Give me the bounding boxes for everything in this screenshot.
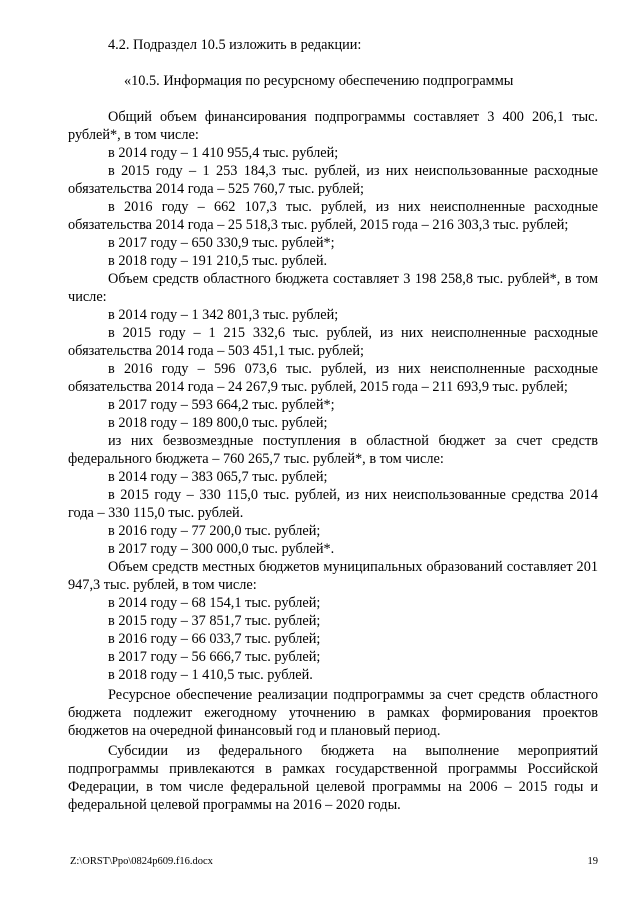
paragraph-local-2018: в 2018 году – 1 410,5 тыс. рублей. <box>108 667 313 683</box>
paragraph-federal-2015: в 2015 году – 330 115,0 тыс. рублей, из них неиспользованные средства 2014 года – 330 115,0 тыс. рублей. <box>68 487 598 521</box>
paragraph-regional-2015: в 2015 году – 1 215 332,6 тыс. рублей, из них неисполненные расходные обязательства 2014 года – 503 451,1 тыс. рублей; <box>68 325 598 359</box>
paragraph-total-funding: Общий объем финансирования подпрограммы составляет 3 400 206,1 тыс. рублей*, в том числе: <box>68 109 598 143</box>
amendment-heading: 4.2. Подраздел 10.5 изложить в редакции: <box>108 37 362 53</box>
footer-file-path: Z:\ORST\Ppo\0824p609.f16.docx <box>70 856 213 867</box>
paragraph-local-budgets: Объем средств местных бюджетов муниципальных образований составляет 201 947,3 тыс. рублей, в том числе: <box>68 559 598 593</box>
footer-page-number: 19 <box>587 856 598 867</box>
paragraph-regional-budget: Объем средств областного бюджета составляет 3 198 258,8 тыс. рублей*, в том числе: <box>68 271 598 305</box>
paragraph-total-2018: в 2018 году – 191 210,5 тыс. рублей. <box>108 253 328 269</box>
paragraph-total-2014: в 2014 году – 1 410 955,4 тыс. рублей; <box>108 145 339 161</box>
paragraph-federal-2016: в 2016 году – 77 200,0 тыс. рублей; <box>108 523 321 539</box>
paragraph-federal-transfers: из них безвозмездные поступления в областной бюджет за счет средств федерального бюджета – 760 265,7 тыс. рублей*, в том числе: <box>68 433 598 467</box>
paragraph-regional-2018: в 2018 году – 189 800,0 тыс. рублей; <box>108 415 328 431</box>
paragraph-local-2015: в 2015 году – 37 851,7 тыс. рублей; <box>108 613 321 629</box>
paragraph-total-2017: в 2017 году – 650 330,9 тыс. рублей*; <box>108 235 335 251</box>
paragraph-local-2014: в 2014 году – 68 154,1 тыс. рублей; <box>108 595 321 611</box>
paragraph-local-2017: в 2017 году – 56 666,7 тыс. рублей; <box>108 649 321 665</box>
paragraph-federal-2017: в 2017 году – 300 000,0 тыс. рублей*. <box>108 541 335 557</box>
paragraph-regional-2016: в 2016 году – 596 073,6 тыс. рублей, из них неисполненные расходные обязательства 2014 года – 24 267,9 тыс. рублей, 2015 года – 211 693,9 тыс. рублей; <box>68 361 598 395</box>
paragraph-total-2015: в 2015 году – 1 253 184,3 тыс. рублей, из них неиспользованные расходные обязательства 2014 года – 525 760,7 тыс. рублей; <box>68 163 598 197</box>
paragraph-federal-2014: в 2014 году – 383 065,7 тыс. рублей; <box>108 469 328 485</box>
document-body <box>68 108 598 814</box>
paragraph-local-2016: в 2016 году – 66 033,7 тыс. рублей; <box>108 631 321 647</box>
paragraph-regional-2014: в 2014 году – 1 342 801,3 тыс. рублей; <box>108 307 339 323</box>
paragraph-regional-2017: в 2017 году – 593 664,2 тыс. рублей*; <box>108 397 335 413</box>
paragraph-federal-subsidies: Субсидии из федерального бюджета на выполнение мероприятий подпрограммы привлекаются в рамках государственной программы Российской Федерации, в том числе федеральной целевой программы на 2006 – 2015 годы и федеральной целевой программы на 2016 – 2020 годы. <box>68 743 598 813</box>
paragraph-total-2016: в 2016 году – 662 107,3 тыс. рублей, из них неисполненные расходные обязательства 2014 года – 25 518,3 тыс. рублей, 2015 года – 216 303,3 тыс. рублей; <box>68 199 598 233</box>
section-title: «10.5. Информация по ресурсному обеспечению подпрограммы <box>124 73 514 89</box>
paragraph-resource-note: Ресурсное обеспечение реализации подпрограммы за счет средств областного бюджета подлежит ежегодному уточнению в рамках формирования проектов бюджетов на очередной финансовый год и плановый период. <box>68 687 598 739</box>
